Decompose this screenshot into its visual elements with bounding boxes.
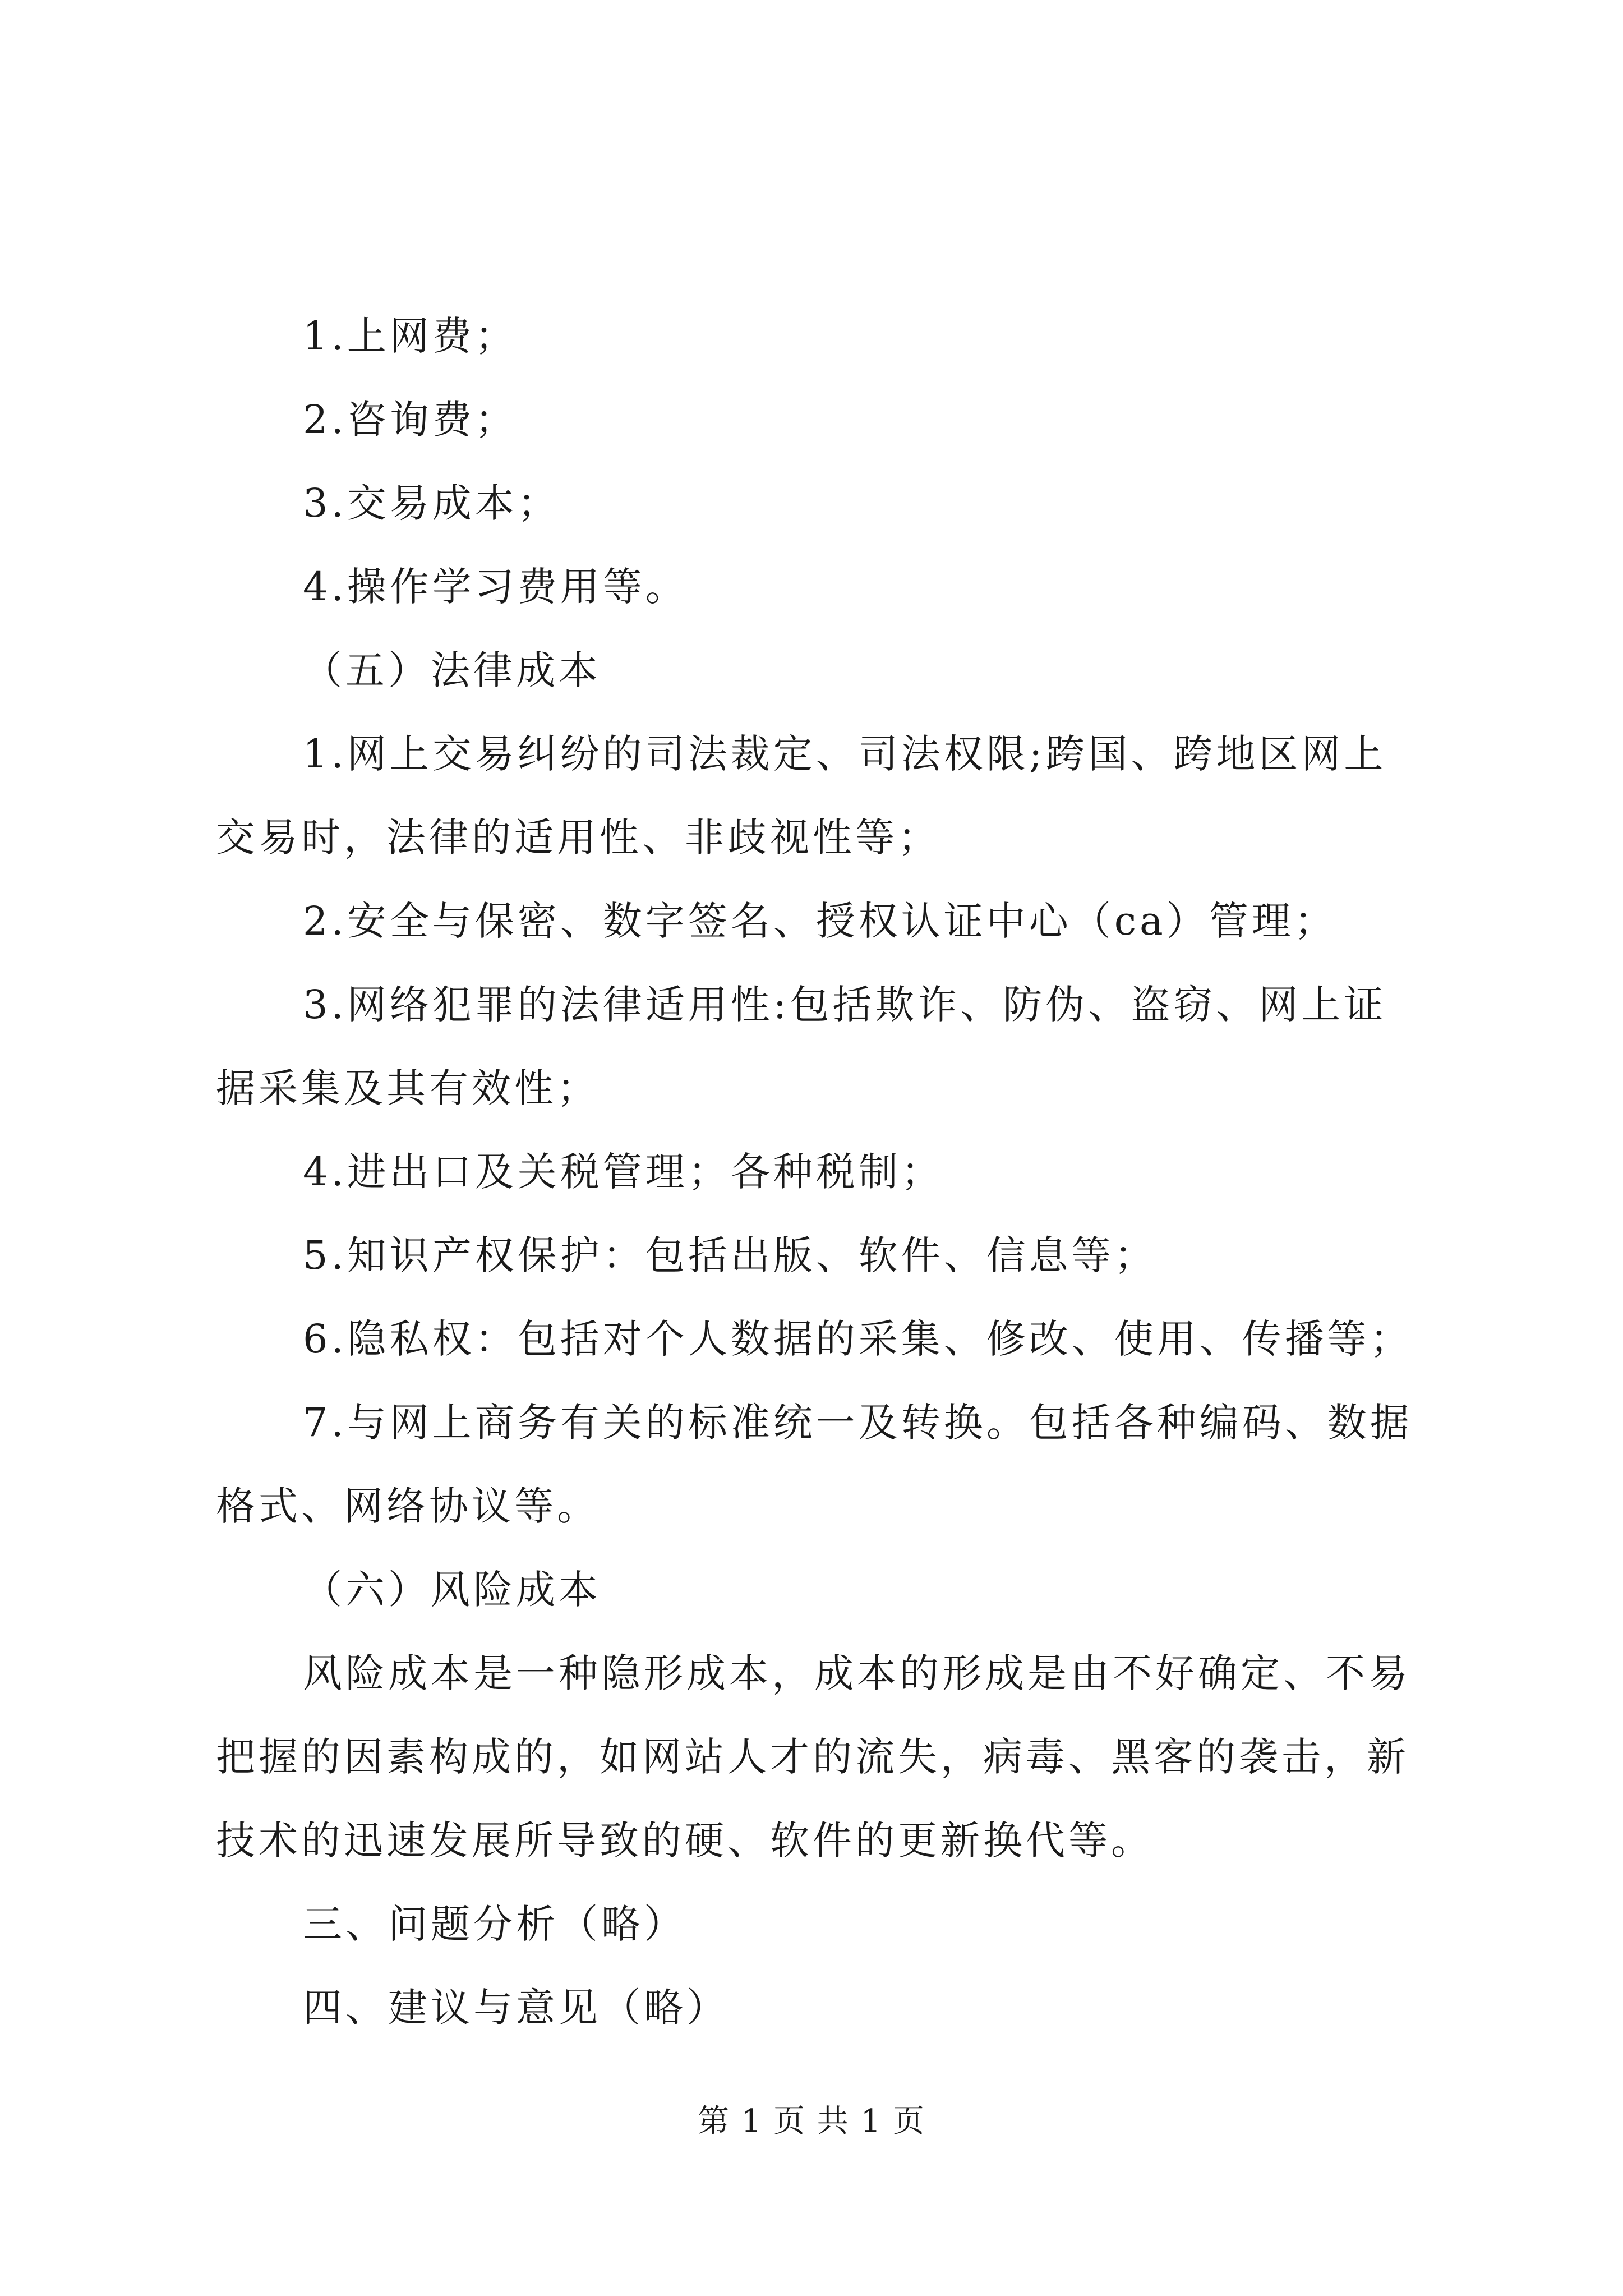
list-item-legal-6: 6.隐私权：包括对个人数据的采集、修改、使用、传播等； — [303, 1316, 1413, 1362]
section-heading-risk-cost: （六）风险成本 — [303, 1567, 601, 1613]
list-item-legal-5: 5.知识产权保护：包括出版、软件、信息等； — [303, 1232, 1157, 1278]
list-item-legal-4: 4.进出口及关税管理；各种税制； — [303, 1149, 944, 1195]
list-item-transaction-cost: 3.交易成本； — [303, 480, 560, 526]
list-item-legal-1: 1.网上交易纠纷的司法裁定、司法权限;跨国、跨地区网上交易时，法律的适用性、非歧视性等； — [216, 731, 1387, 861]
section-heading-suggestions: 四、建议与意见（略） — [303, 1985, 729, 2031]
section-heading-problem-analysis: 三、问题分析（略） — [303, 1901, 686, 1947]
page-number-label: 第 1 页 共 1 页 — [697, 2103, 926, 2139]
list-item-consulting-fee: 2.咨询费； — [303, 397, 518, 443]
list-item-legal-2: 2.安全与保密、数字签名、授权认证中心（ca）管理； — [303, 898, 1337, 944]
list-item-legal-3: 3.网络犯罪的法律适用性:包括欺诈、防伪、盗窃、网上证据采集及其有效性； — [216, 982, 1387, 1111]
page-footer — [0, 2099, 1623, 2144]
section-heading-legal-cost: （五）法律成本 — [303, 647, 601, 693]
document-body — [216, 295, 1422, 2050]
list-item-internet-fee: 1.上网费； — [303, 313, 518, 359]
list-item-legal-7: 7.与网上商务有关的标准统一及转换。包括各种编码、数据格式、网络协议等。 — [216, 1400, 1413, 1529]
paragraph-risk-cost: 风险成本是一种隐形成本，成本的形成是由不好确定、不易把握的因素构成的，如网站人才的流失，病毒、黑客的袭击，新技术的迅速发展所导致的硬、软件的更新换代等。 — [216, 1650, 1411, 1864]
list-item-learning-cost: 4.操作学习费用等。 — [303, 564, 688, 610]
